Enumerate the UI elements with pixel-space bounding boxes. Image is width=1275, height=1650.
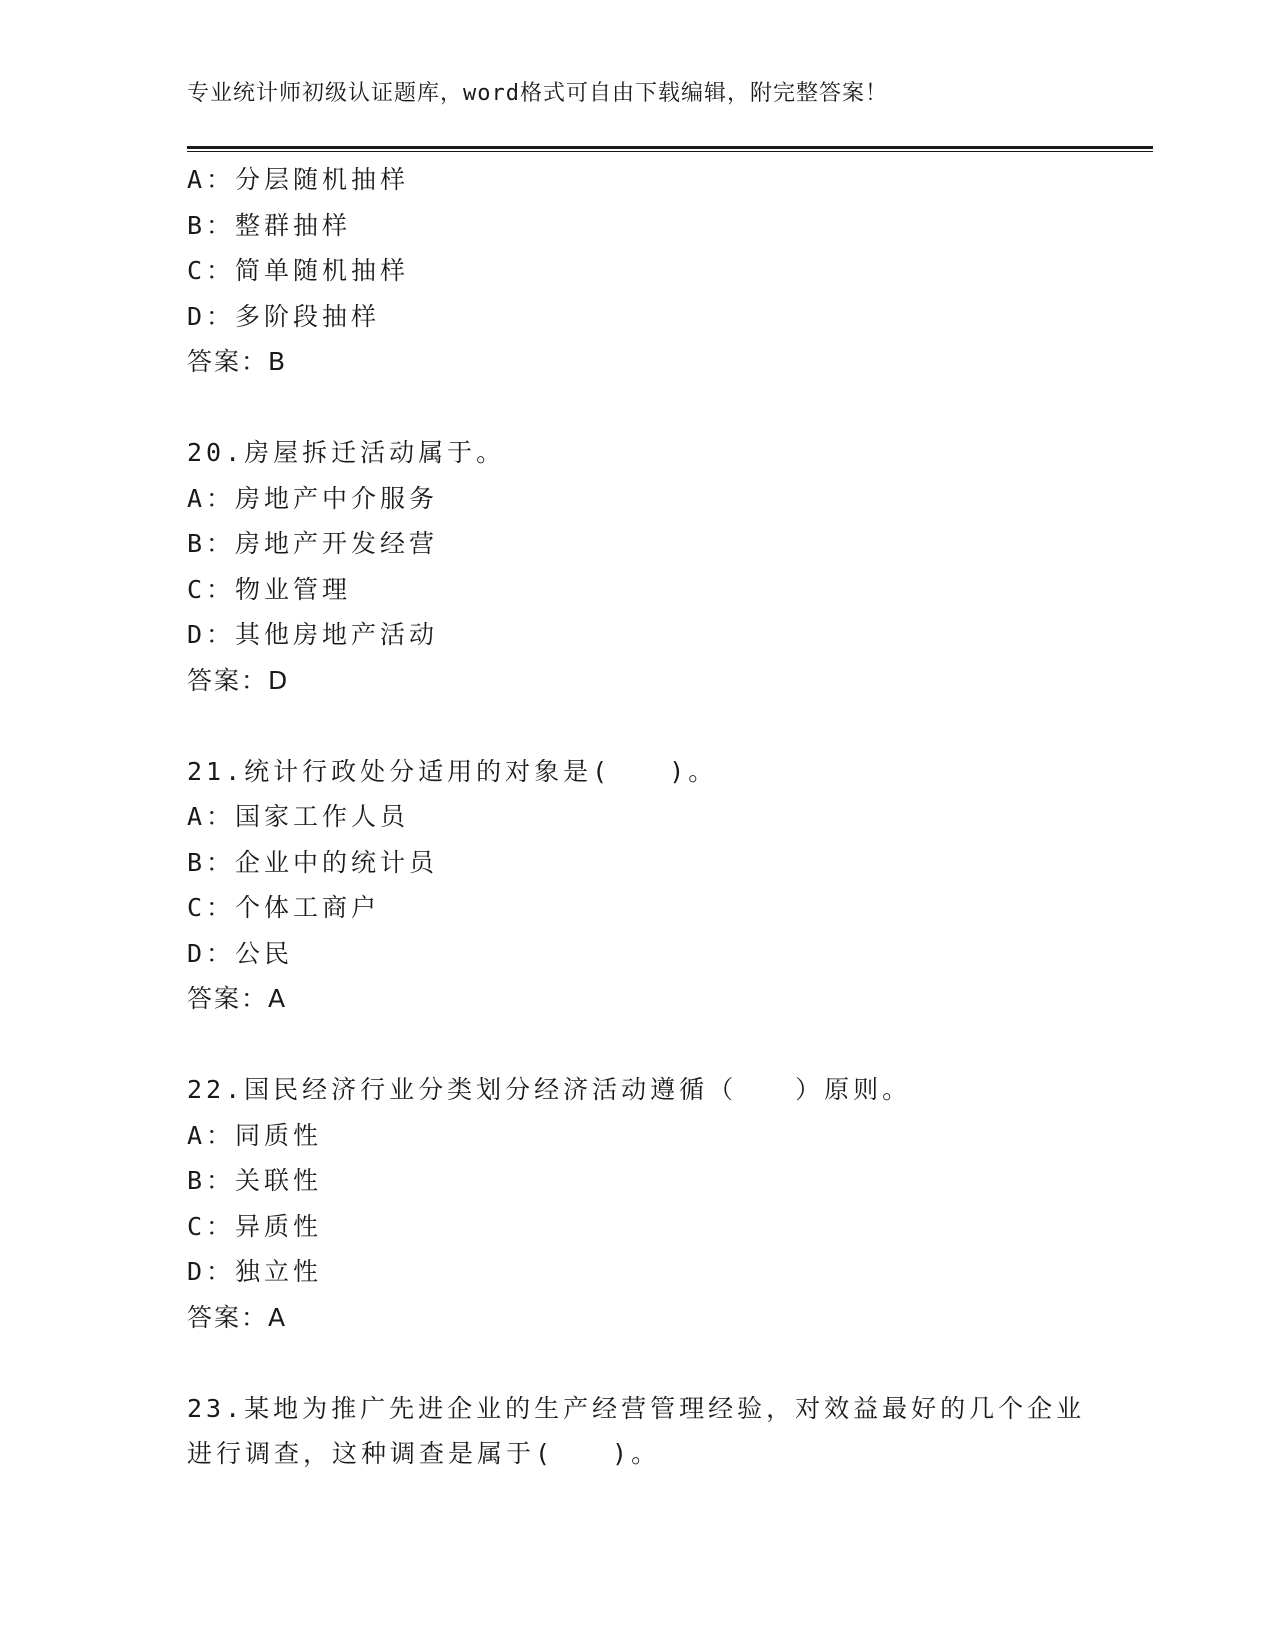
question-23-line-1: 23.某地为推广先进企业的生产经营管理经验，对效益最好的几个企业	[187, 1393, 1086, 1423]
question-20: 20.房屋拆迁活动属于。	[187, 438, 506, 467]
spacer	[187, 1340, 1153, 1386]
option-b: B：关联性	[187, 1166, 323, 1195]
option-a: A：同质性	[187, 1120, 323, 1150]
spacer	[187, 385, 1153, 431]
answer: 答案：A	[187, 1302, 288, 1332]
answer: 答案：A	[187, 984, 288, 1013]
option-b: B：房地产开发经营	[187, 529, 439, 558]
option-a: A：国家工作人员	[187, 802, 410, 831]
question-21: 21.统计行政处分适用的对象是( )。	[187, 756, 718, 786]
option-d: D：多阶段抽样	[187, 301, 381, 331]
page-header: 专业统计师初级认证题库，word格式可自由下载编辑，附完整答案！	[187, 81, 888, 106]
option-c: C：异质性	[187, 1211, 323, 1241]
question-22: 22.国民经济行业分类划分经济活动遵循（ ）原则。	[187, 1075, 912, 1104]
option-d: D：其他房地产活动	[187, 620, 439, 649]
answer: 答案：B	[187, 347, 288, 376]
option-a: A：房地产中介服务	[187, 483, 439, 513]
option-b: B：企业中的统计员	[187, 847, 439, 877]
header-rule-thin	[187, 151, 1153, 152]
option-c: C：物业管理	[187, 574, 352, 604]
option-c: C：个体工商户	[187, 893, 381, 922]
option-d: D：独立性	[187, 1257, 323, 1286]
header-rule-thick	[187, 146, 1153, 149]
question-content	[187, 157, 1153, 1477]
option-b: B：整群抽样	[187, 210, 352, 240]
option-d: D：公民	[187, 938, 294, 968]
spacer	[187, 1022, 1153, 1068]
option-c: C：简单随机抽样	[187, 256, 410, 285]
question-23-line-2: 进行调查，这种调查是属于( )。	[187, 1439, 661, 1468]
spacer	[187, 703, 1153, 749]
option-a: A：分层随机抽样	[187, 165, 410, 194]
answer: 答案：D	[187, 665, 290, 695]
